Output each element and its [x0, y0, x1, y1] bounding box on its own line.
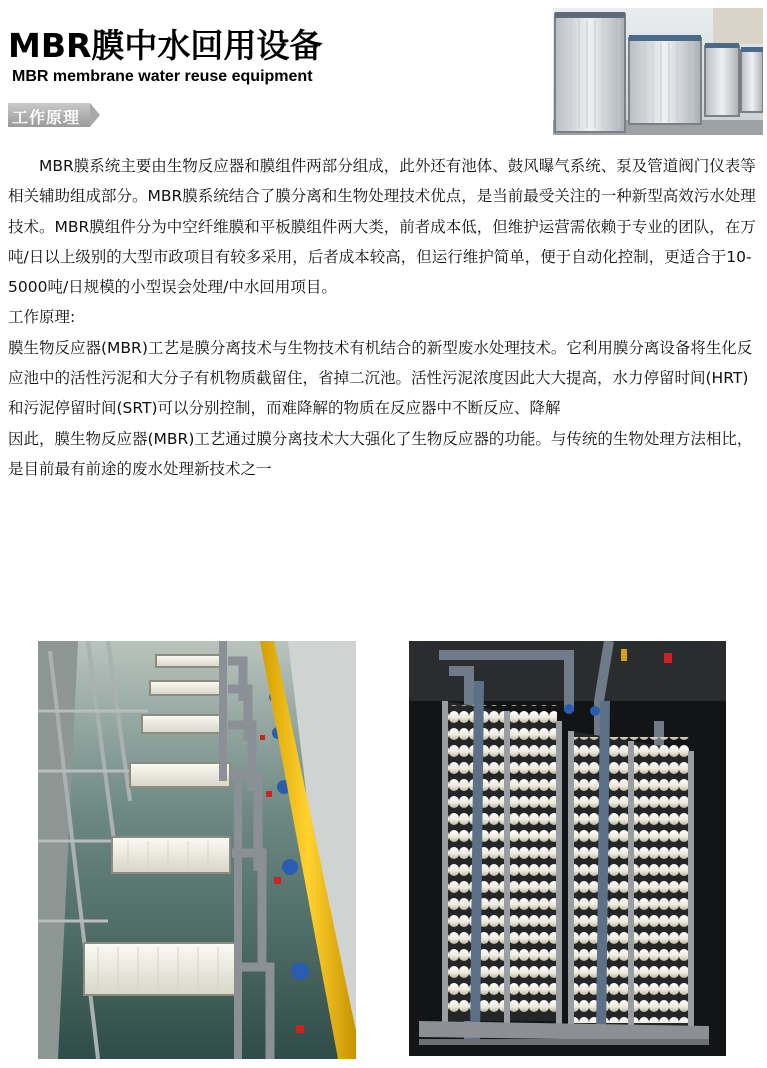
membrane-module-photo — [409, 641, 726, 1056]
badge-arrow — [90, 103, 100, 127]
page-title: MBR膜中水回用设备 — [8, 26, 323, 65]
principle-heading: 工作原理: — [8, 308, 76, 327]
badge-label: 工作原理 — [12, 108, 81, 127]
page-subtitle: MBR membrane water reuse equipment — [12, 68, 313, 85]
membrane-tank-photo — [38, 641, 356, 1059]
principle-paragraph-2: 因此，膜生物反应器(MBR)工艺通过膜分离技术大大强化了生物反应器的功能。与传统的生物处理方法相比，是目前最有前途的废水处理新技术之一 — [8, 429, 753, 478]
description-text — [8, 151, 760, 484]
intro-paragraph: MBR膜系统主要由生物反应器和膜组件两部分组成，此外还有池体、鼓风曝气系统、泵及管道阀门仪表等相关辅助组成部分。MBR膜系统结合了膜分离和生物处理技术优点，是当前最受关注的一种新型高效污水处理技术。MBR膜组件分为中空纤维膜和平板膜组件两大类，前者成本低，但维护运营需依赖于专业的团队，在万吨/日以上级别的大型市政项目有较多采用，后者成本较高，但运行维护简单，便于自动化控制，更适合于10-5000吨/日规模的小型误会处理/中水回用项目。 — [8, 157, 756, 297]
section-badge — [8, 103, 100, 127]
principle-paragraph-1: 膜生物反应器(MBR)工艺是膜分离技术与生物技术有机结合的新型废水处理技术。它利用膜分离设备将生化反应池中的活性污泥和大分子有机物质截留住，省掉二沉池。活性污泥浓度因此大大提高，水力停留时间(HRT)和污泥停留时间(SRT)可以分别控制，而难降解的物质在反应器中不断反应、降解 — [8, 338, 753, 418]
equipment-photo-top — [553, 8, 763, 135]
